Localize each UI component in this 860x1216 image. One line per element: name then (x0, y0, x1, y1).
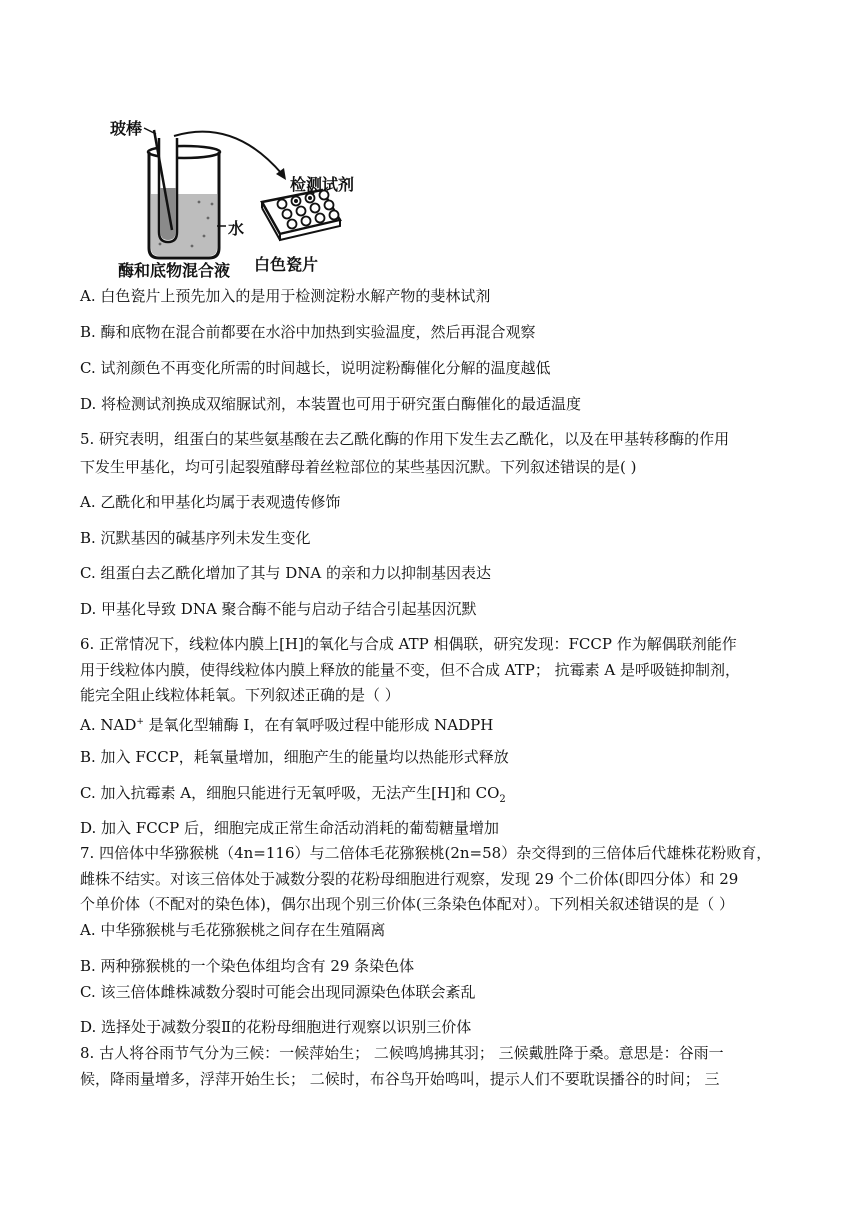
test-tube-icon (159, 138, 177, 242)
water-label: 水 (228, 219, 245, 238)
q6a-prefix: A. NAD (80, 716, 137, 734)
q6-stem-line-2: 用于线粒体内膜，使得线粒体内膜上释放的能量不变，但不合成 ATP； 抗霉素 A 是呼吸链抑制剂， (80, 661, 741, 679)
spot-plate-label: 白色瓷片 (254, 255, 319, 274)
q6-option-c (80, 782, 506, 811)
q5-option-a: A. 乙酰化和甲基化均属于表观遗传修饰 (80, 493, 341, 511)
q7-option-d: D. 选择处于减数分裂Ⅱ的花粉母细胞进行观察以识别三价体 (80, 1018, 472, 1036)
q7-stem-line-3: 个单价体（不配对的染色体)，偶尔出现个别三价体(三条染色体配对）。下列相关叙述错误的是（ ） (80, 895, 734, 913)
q8-stem-line-1: 8. 古人将谷雨节气分为三候：一候萍始生； 二候鸣鸠拂其羽； 三候戴胜降于桑。意思是：谷雨一 (80, 1044, 724, 1062)
q7-stem-line-2: 雌株不结实。对该三倍体处于减数分裂的花粉母细胞进行观察，发现 29 个二价体(即四分体）和 29 (80, 870, 739, 888)
q6-stem-line-1: 6. 正常情况下，线粒体内膜上[H]的氧化与合成 ATP 相偶联，研究发现：FCCP 作为解偶联剂能作 (80, 635, 737, 653)
q7-option-a: A. 中华猕猴桃与毛花猕猴桃之间存在生殖隔离 (80, 921, 386, 939)
q8-stem-line-2: 候，降雨量增多，浮萍开始生长； 二候时，布谷鸟开始鸣叫，提示人们不要耽误播谷的时间； 三 (80, 1070, 720, 1088)
q4-option-b: B. 酶和底物在混合前都要在水浴中加热到实验温度，然后再混合观察 (80, 323, 536, 341)
q6-option-d: D. 加入 FCCP 后，细胞完成正常生命活动消耗的葡萄糖量增加 (80, 819, 500, 837)
q4-option-d: D. 将检测试剂换成双缩脲试剂，本装置也可用于研究蛋白酶催化的最适温度 (80, 395, 582, 413)
q5-option-d: D. 甲基化导致 DNA 聚合酶不能与启动子结合引起基因沉默 (80, 600, 477, 618)
mixture-label: 酶和底物混合液 (118, 261, 231, 280)
reagent-label: 检测试剂 (290, 175, 355, 194)
q6-option-a (80, 711, 493, 736)
q5-option-b: B. 沉默基因的碱基序列未发生变化 (80, 529, 311, 547)
q7-option-b: B. 两种猕猴桃的一个染色体组均含有 29 条染色体 (80, 957, 415, 975)
q5-stem-line-1: 5. 研究表明，组蛋白的某些氨基酸在去乙酰化酶的作用下发生去乙酰化，以及在甲基转移酶的作用 (80, 430, 730, 448)
q5-stem-line-2: 下发生甲基化，均可引起裂殖酵母着丝粒部位的某些基因沉默。下列叙述错误的是( ) (80, 458, 637, 476)
q6a-superscript: + (136, 717, 144, 727)
q7-stem-line-1: 7. 四倍体中华猕猴桃（4n=116）与二倍体毛花猕猴桃(2n=58）杂交得到的三倍体后代雄株花粉败育， (80, 844, 772, 862)
q5-option-c: C. 组蛋白去乙酰化增加了其与 DNA 的亲和力以抑制基因表达 (80, 564, 492, 582)
q6a-rest: 是氧化型辅酶 I，在有氧呼吸过程中能形成 NADPH (143, 716, 494, 734)
q6c-subscript: 2 (499, 794, 506, 805)
q4-option-a: A. 白色瓷片上预先加入的是用于检测淀粉水解产物的斐林试剂 (80, 287, 491, 305)
experiment-figure (104, 108, 355, 280)
q6-stem-line-3: 能完全阻止线粒体耗氧。下列叙述正确的是（ ） (80, 686, 400, 704)
transfer-arrow-icon (174, 132, 282, 174)
q4-option-c: C. 试剂颜色不再变化所需的时间越长，说明淀粉酶催化分解的温度越低 (80, 359, 551, 377)
spot-plate-icon (262, 190, 340, 240)
q7-option-c: C. 该三倍体雌株减数分裂时可能会出现同源染色体联会紊乱 (80, 983, 476, 1001)
q6c-prefix: C. 加入抗霉素 A，细胞只能进行无氧呼吸，无法产生[H]和 CO (80, 784, 500, 802)
q6-option-b: B. 加入 FCCP，耗氧量增加，细胞产生的能量均以热能形式释放 (80, 748, 509, 766)
glass-rod-label: 玻棒 (110, 119, 143, 138)
